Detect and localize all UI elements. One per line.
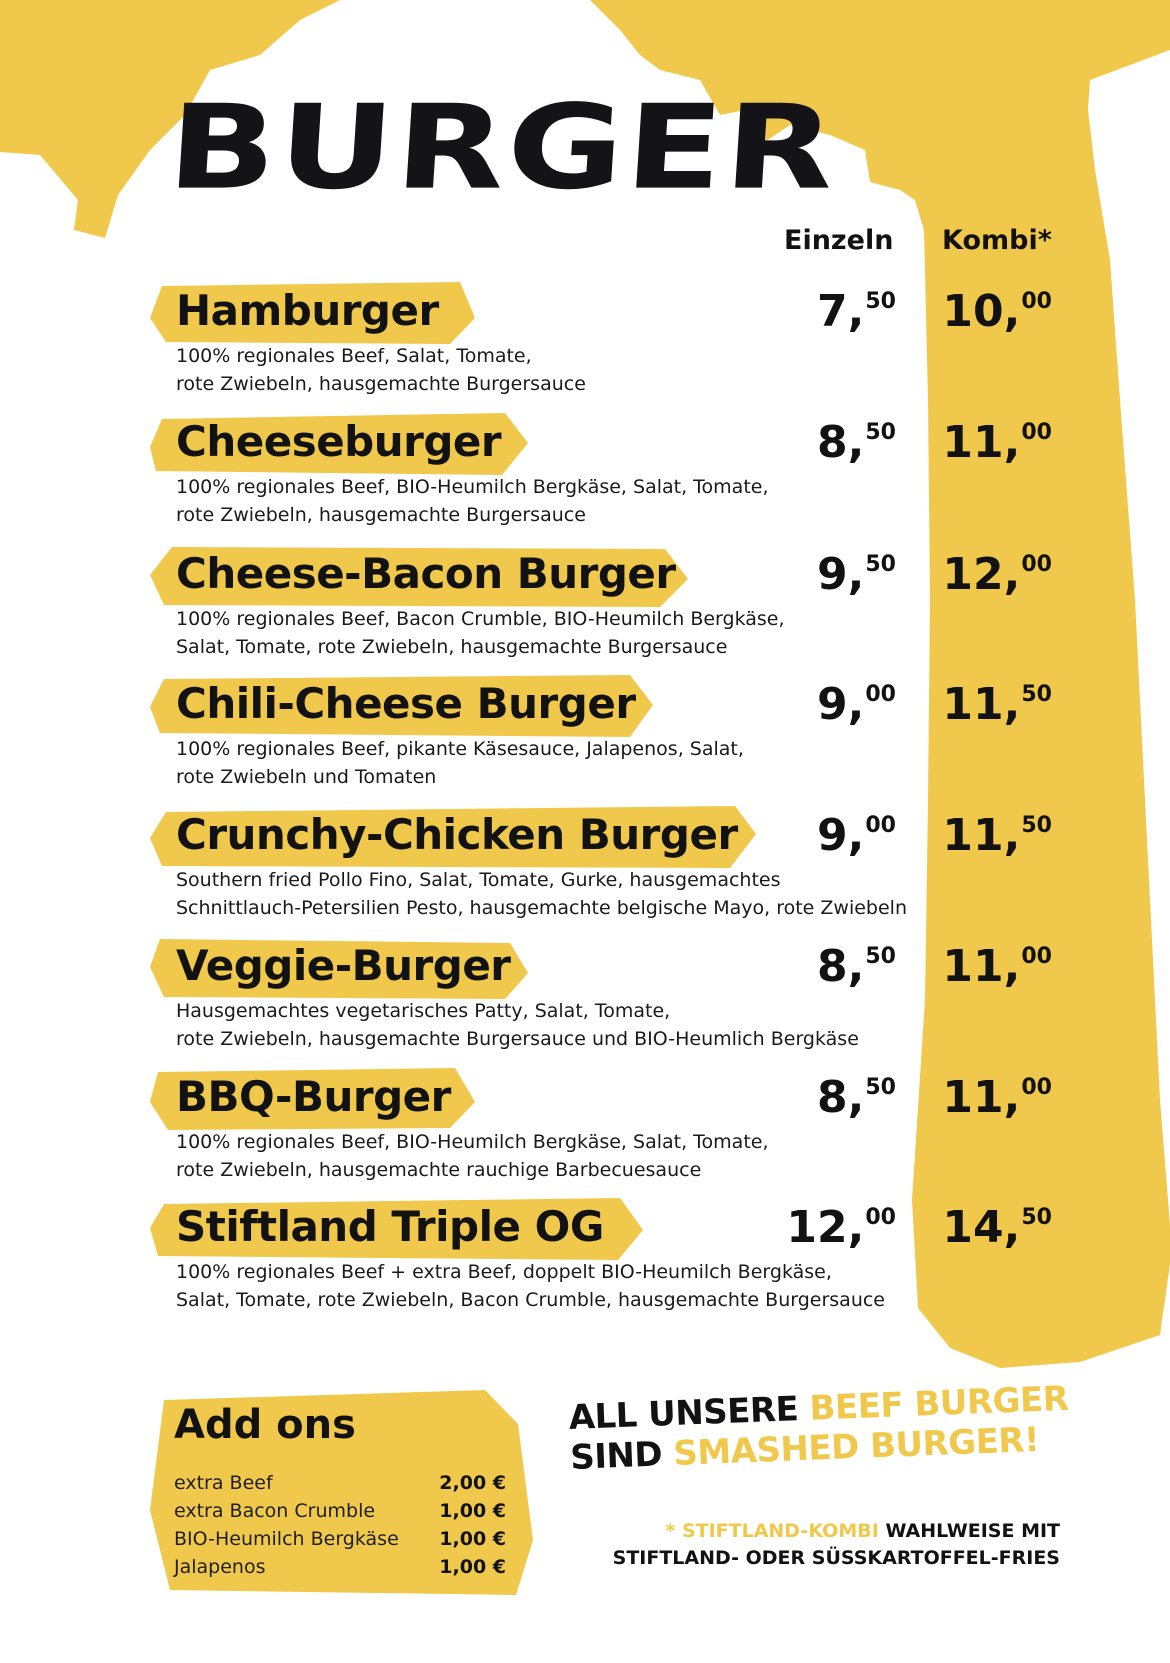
menu-item-veggie-burger (0, 937, 1170, 1062)
addon-row (174, 1528, 506, 1556)
menu-item-chili-cheese-burger (0, 675, 1170, 800)
footnote-line-1 (613, 1518, 1060, 1545)
statement-text: SIND (569, 1434, 663, 1478)
footnote-highlight: * STIFTLAND-KOMBI (665, 1520, 879, 1542)
burger-name: Stiftland Triple OG (176, 1202, 604, 1251)
menu-item-cheese-bacon-burger (0, 545, 1170, 670)
price-single: 7,50 (817, 286, 896, 337)
addon-name: BIO-Heumilch Bergkäse (174, 1528, 399, 1550)
description-line: Hausgemachtes vegetarisches Patty, Salat, Tomate, (176, 1000, 671, 1022)
description-line: Salat, Tomate, rote Zwiebeln, hausgemachte Burgersauce (176, 635, 728, 658)
price-single: 8,50 (817, 941, 896, 992)
page-title: BURGER (163, 80, 841, 216)
statement-highlight: BEEF BURGER (808, 1378, 1070, 1429)
addon-name: Jalapenos (174, 1556, 266, 1578)
footnote-text: WAHLWEISE MIT (885, 1520, 1060, 1542)
description-line: rote Zwiebeln, hausgemachte Burgersauce (176, 503, 586, 526)
burger-description (176, 474, 936, 529)
addon-price: 1,00 € (439, 1528, 506, 1550)
addon-name: extra Beef (174, 1472, 273, 1494)
burger-name: Chili-Cheese Burger (176, 679, 636, 728)
burger-name: Cheeseburger (176, 417, 502, 466)
burger-name: Crunchy-Chicken Burger (176, 810, 738, 859)
column-header-combo: Kombi* (942, 225, 1052, 256)
price-single: 9,00 (817, 679, 896, 730)
addon-row (174, 1556, 506, 1584)
statement-text: ALL UNSERE (568, 1389, 800, 1438)
price-combo: 11,00 (942, 941, 1052, 992)
price-single: 9,00 (817, 810, 896, 861)
column-header-single: Einzeln (784, 225, 894, 256)
addons-title: Add ons (174, 1402, 356, 1448)
menu-item-cheeseburger (0, 413, 1170, 538)
description-line: rote Zwiebeln, hausgemachte Burgersauce (176, 372, 586, 395)
price-single: 8,50 (817, 1072, 896, 1123)
menu-item-crunchy-chicken-burger (0, 806, 1170, 931)
price-combo: 11,50 (942, 679, 1052, 730)
burger-description (176, 606, 936, 661)
description-line: Southern fried Pollo Fino, Salat, Tomate, Gurke, hausgemachtes (176, 869, 781, 891)
menu-item-bbq-burger (0, 1068, 1170, 1193)
addon-price: 1,00 € (439, 1500, 506, 1522)
menu-item-hamburger (0, 282, 1170, 407)
description-line: 100% regionales Beef, Bacon Crumble, BIO-Heumilch Bergkäse, (176, 608, 785, 630)
addons-box (150, 1390, 540, 1595)
burger-description (176, 343, 936, 398)
description-line: 100% regionales Beef, pikante Käsesauce, Jalapenos, Salat, (176, 738, 744, 760)
price-combo: 11,50 (942, 810, 1052, 861)
addon-price: 1,00 € (439, 1556, 506, 1578)
price-combo: 10,00 (942, 286, 1052, 337)
price-combo: 11,00 (942, 417, 1052, 468)
burger-name: Hamburger (176, 286, 439, 335)
description-line: rote Zwiebeln und Tomaten (176, 765, 437, 788)
addon-row (174, 1500, 506, 1528)
burger-name: Veggie-Burger (176, 941, 511, 990)
menu-item-stiftland-triple-og (0, 1198, 1170, 1323)
burger-description (176, 1129, 936, 1184)
burger-description (176, 998, 936, 1053)
burger-name: Cheese-Bacon Burger (176, 549, 676, 598)
description-line: 100% regionales Beef + extra Beef, doppelt BIO-Heumilch Bergkäse, (176, 1261, 832, 1283)
burger-name: BBQ-Burger (176, 1072, 451, 1121)
description-line: 100% regionales Beef, Salat, Tomate, (176, 345, 532, 367)
price-single: 9,50 (817, 549, 896, 600)
price-combo: 14,50 (942, 1202, 1052, 1253)
combo-footnote (613, 1518, 1060, 1572)
price-single: 8,50 (817, 417, 896, 468)
addon-name: extra Bacon Crumble (174, 1500, 376, 1522)
description-line: 100% regionales Beef, BIO-Heumilch Bergkäse, Salat, Tomate, (176, 476, 769, 498)
addon-row (174, 1472, 506, 1500)
burger-description (176, 1259, 936, 1314)
description-line: 100% regionales Beef, BIO-Heumilch Bergkäse, Salat, Tomate, (176, 1131, 769, 1153)
description-line: Salat, Tomate, rote Zwiebeln, Bacon Crumble, hausgemachte Burgersauce (176, 1288, 885, 1311)
statement-highlight: SMASHED BURGER! (672, 1419, 1040, 1474)
price-single: 12,00 (786, 1202, 896, 1253)
price-combo: 12,00 (942, 549, 1052, 600)
burger-description (176, 736, 936, 791)
description-line: rote Zwiebeln, hausgemachte Burgersauce und BIO-Heumlich Bergkäse (176, 1027, 859, 1050)
addon-price: 2,00 € (439, 1472, 506, 1494)
description-line: Schnittlauch-Petersilien Pesto, hausgemachte belgische Mayo, rote Zwiebeln (176, 896, 907, 919)
footnote-line-2: STIFTLAND- ODER SÜSSKARTOFFEL-FRIES (612, 1547, 1060, 1569)
description-line: rote Zwiebeln, hausgemachte rauchige Barbecuesauce (176, 1158, 702, 1181)
price-combo: 11,00 (942, 1072, 1052, 1123)
burger-description (176, 867, 936, 922)
